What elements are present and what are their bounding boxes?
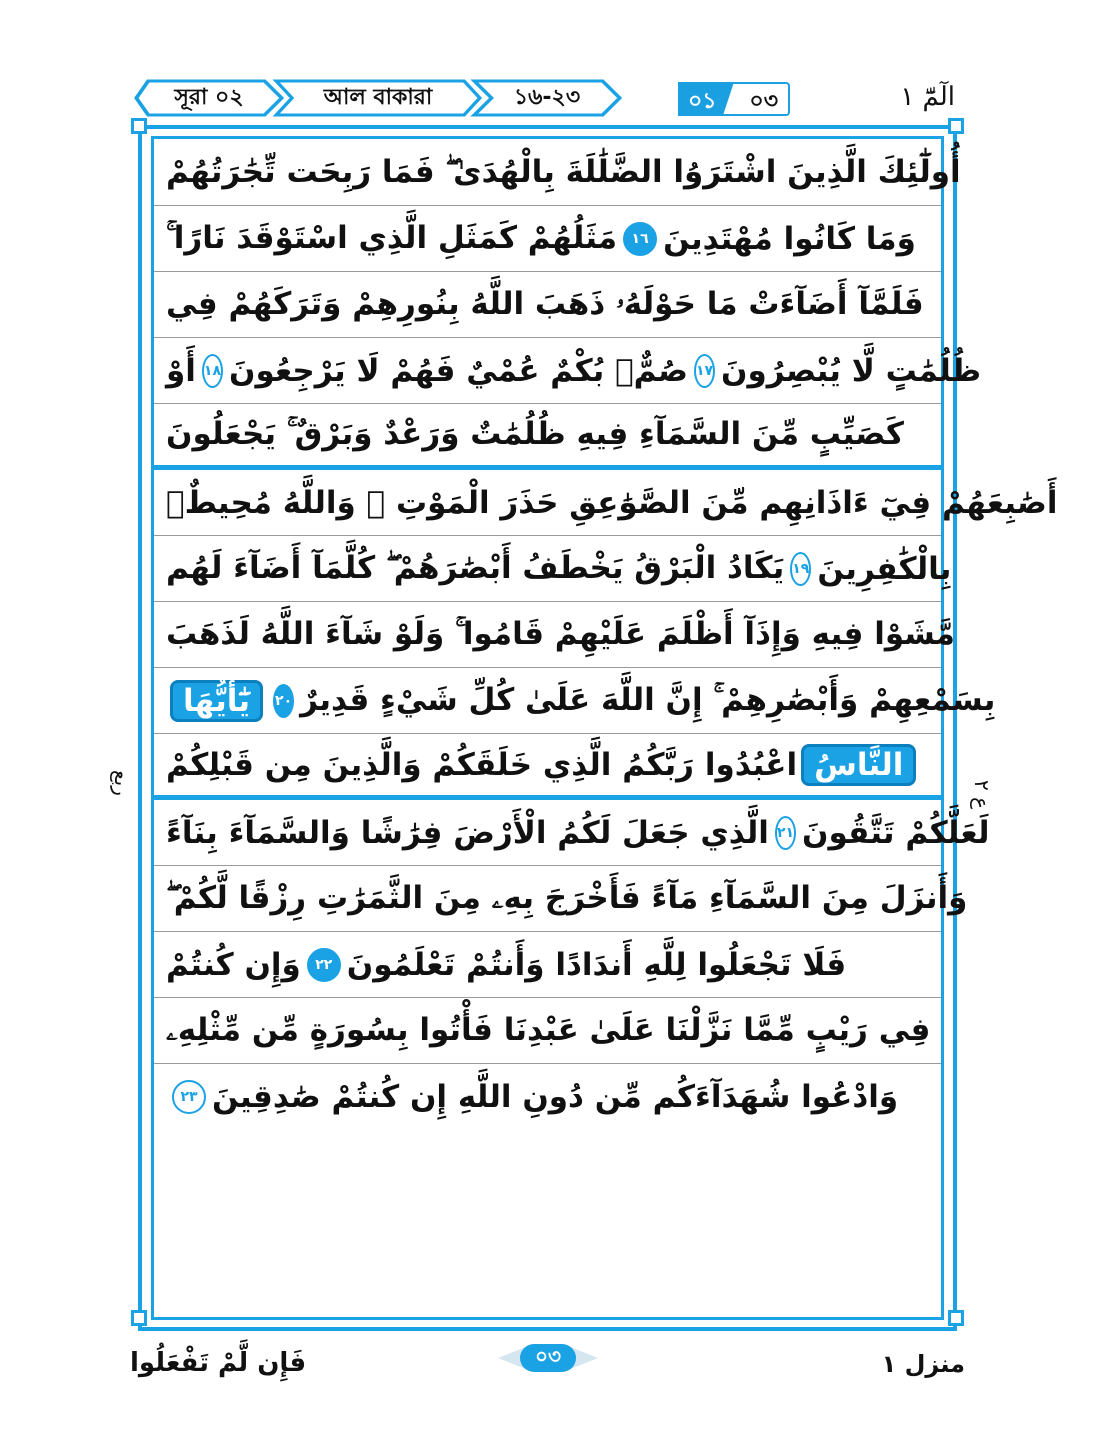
verse-line: أُولَٰٓئِكَ الَّذِينَ اشْتَرَوُا الضَّلَٰلَةَ بِالْهُدَىٰ ۖ فَمَا رَبِحَت تِّجَٰرَتُهُمْ — [154, 140, 941, 206]
verse-line: فَلَمَّآ أَضَآءَتْ مَا حَوْلَهُۥ ذَهَبَ اللَّهُ بِنُورِهِمْ وَتَرَكَهُمْ فِي — [154, 272, 941, 338]
ayah-marker: ١٩ — [790, 552, 811, 586]
verse-line: وَمَا كَانُوا مُهْتَدِينَ ١٦ مَثَلُهُمْ كَمَثَلِ الَّذِي اسْتَوْقَدَ نَارًا ۚ — [154, 206, 941, 272]
verse-range-chip: ১৬-২৩ — [473, 80, 621, 116]
page-number: ০৩ — [498, 1342, 598, 1374]
verse-line: ظُلُمَٰتٍ لَّا يُبْصِرُونَ ١٧ صُمٌّۢ بُكْمٌ عُمْيٌ فَهُمْ لَا يَرْجِعُونَ ١٨ أَوْ — [154, 338, 941, 404]
rub-marker: ربع — [110, 770, 134, 796]
corner-ornament — [948, 1310, 964, 1326]
highlight-badge: يَٰٓأَيُّهَا — [170, 680, 263, 722]
verse-line: فَلَا تَجْعَلُوا لِلَّهِ أَندَادًا وَأَنتُمْ تَعْلَمُونَ ٢٢ وَإِن كُنتُمْ — [154, 932, 941, 998]
page-current: ০১ — [688, 89, 717, 114]
ayah-marker: ١٨ — [202, 354, 223, 388]
juz-marker: الٓمّٓ ١ — [900, 82, 955, 112]
verse-line: النَّاسُ اعْبُدُوا رَبَّكُمُ الَّذِي خَلَقَكُمْ وَالَّذِينَ مِن قَبْلِكُمْ — [154, 734, 941, 800]
verse-line: لَعَلَّكُمْ تَتَّقُونَ ٢١ الَّذِي جَعَلَ لَكُمُ الْأَرْضَ فِرَٰشًا وَالسَّمَآءَ بِنَآءً — [154, 800, 941, 866]
verse-line: بِسَمْعِهِمْ وَأَبْصَٰرِهِمْ ۚ إِنَّ اللَّهَ عَلَىٰ كُلِّ شَيْءٍ قَدِيرٌ ٢٠ يَٰٓأَيُّهَا — [154, 668, 941, 734]
ayah-marker: ١٧ — [694, 354, 715, 388]
page-total: ০৩ — [749, 89, 778, 114]
ayah-marker: ١٦ — [623, 222, 657, 256]
ayah-marker: ٢٠ — [273, 684, 294, 718]
highlight-badge: النَّاسُ — [801, 744, 916, 786]
corner-ornament — [131, 1310, 147, 1326]
page-counter — [678, 82, 790, 116]
verse-line: أَصَٰبِعَهُمْ فِيٓ ءَاذَانِهِم مِّنَ الصَّوَٰعِقِ حَذَرَ الْمَوْتِ ۚ وَاللَّهُ مُحِيطٌۢ — [154, 470, 941, 536]
verse-line: مَّشَوْا فِيهِ وَإِذَآ أَظْلَمَ عَلَيْهِمْ قَامُوا ۚ وَلَوْ شَآءَ اللَّهُ لَذَهَبَ — [154, 602, 941, 668]
surah-number-chip: সূরা ০২ — [135, 80, 283, 116]
verse-line: وَادْعُوا شُهَدَآءَكُم مِّن دُونِ اللَّهِ إِن كُنتُمْ صَٰدِقِينَ ٢٣ — [154, 1064, 941, 1130]
ruku-marker: ع ٢ — [970, 780, 994, 810]
verse-line: وَأَنزَلَ مِنَ السَّمَآءِ مَآءً فَأَخْرَجَ بِهِۦ مِنَ الثَّمَرَٰتِ رِزْقًا لَّكُمْ ۖ — [154, 866, 941, 932]
surah-name-chip: আল বাকারা — [275, 80, 481, 116]
verse-line: بِالْكَٰفِرِينَ ١٩ يَكَادُ الْبَرْقُ يَخْطَفُ أَبْصَٰرَهُمْ ۖ كُلَّمَآ أَضَآءَ لَهُم — [154, 536, 941, 602]
catchword: فَإِن لَّمْ تَفْعَلُوا — [130, 1348, 307, 1378]
ayah-marker: ٢٣ — [172, 1080, 206, 1114]
manzil-label: منزل ١ — [881, 1350, 965, 1378]
ayah-marker: ٢٢ — [307, 948, 341, 982]
corner-ornament — [948, 118, 964, 134]
ayah-marker: ٢١ — [775, 816, 796, 850]
corner-ornament — [131, 118, 147, 134]
verse-line: كَصَيِّبٍ مِّنَ السَّمَآءِ فِيهِ ظُلُمَٰتٌ وَرَعْدٌ وَبَرْقٌ ۚ يَجْعَلُونَ — [154, 404, 941, 470]
verse-line: فِي رَيْبٍ مِّمَّا نَزَّلْنَا عَلَىٰ عَبْدِنَا فَأْتُوا بِسُورَةٍ مِّن مِّثْلِهِۦ — [154, 998, 941, 1064]
surah-breadcrumb — [135, 80, 621, 116]
